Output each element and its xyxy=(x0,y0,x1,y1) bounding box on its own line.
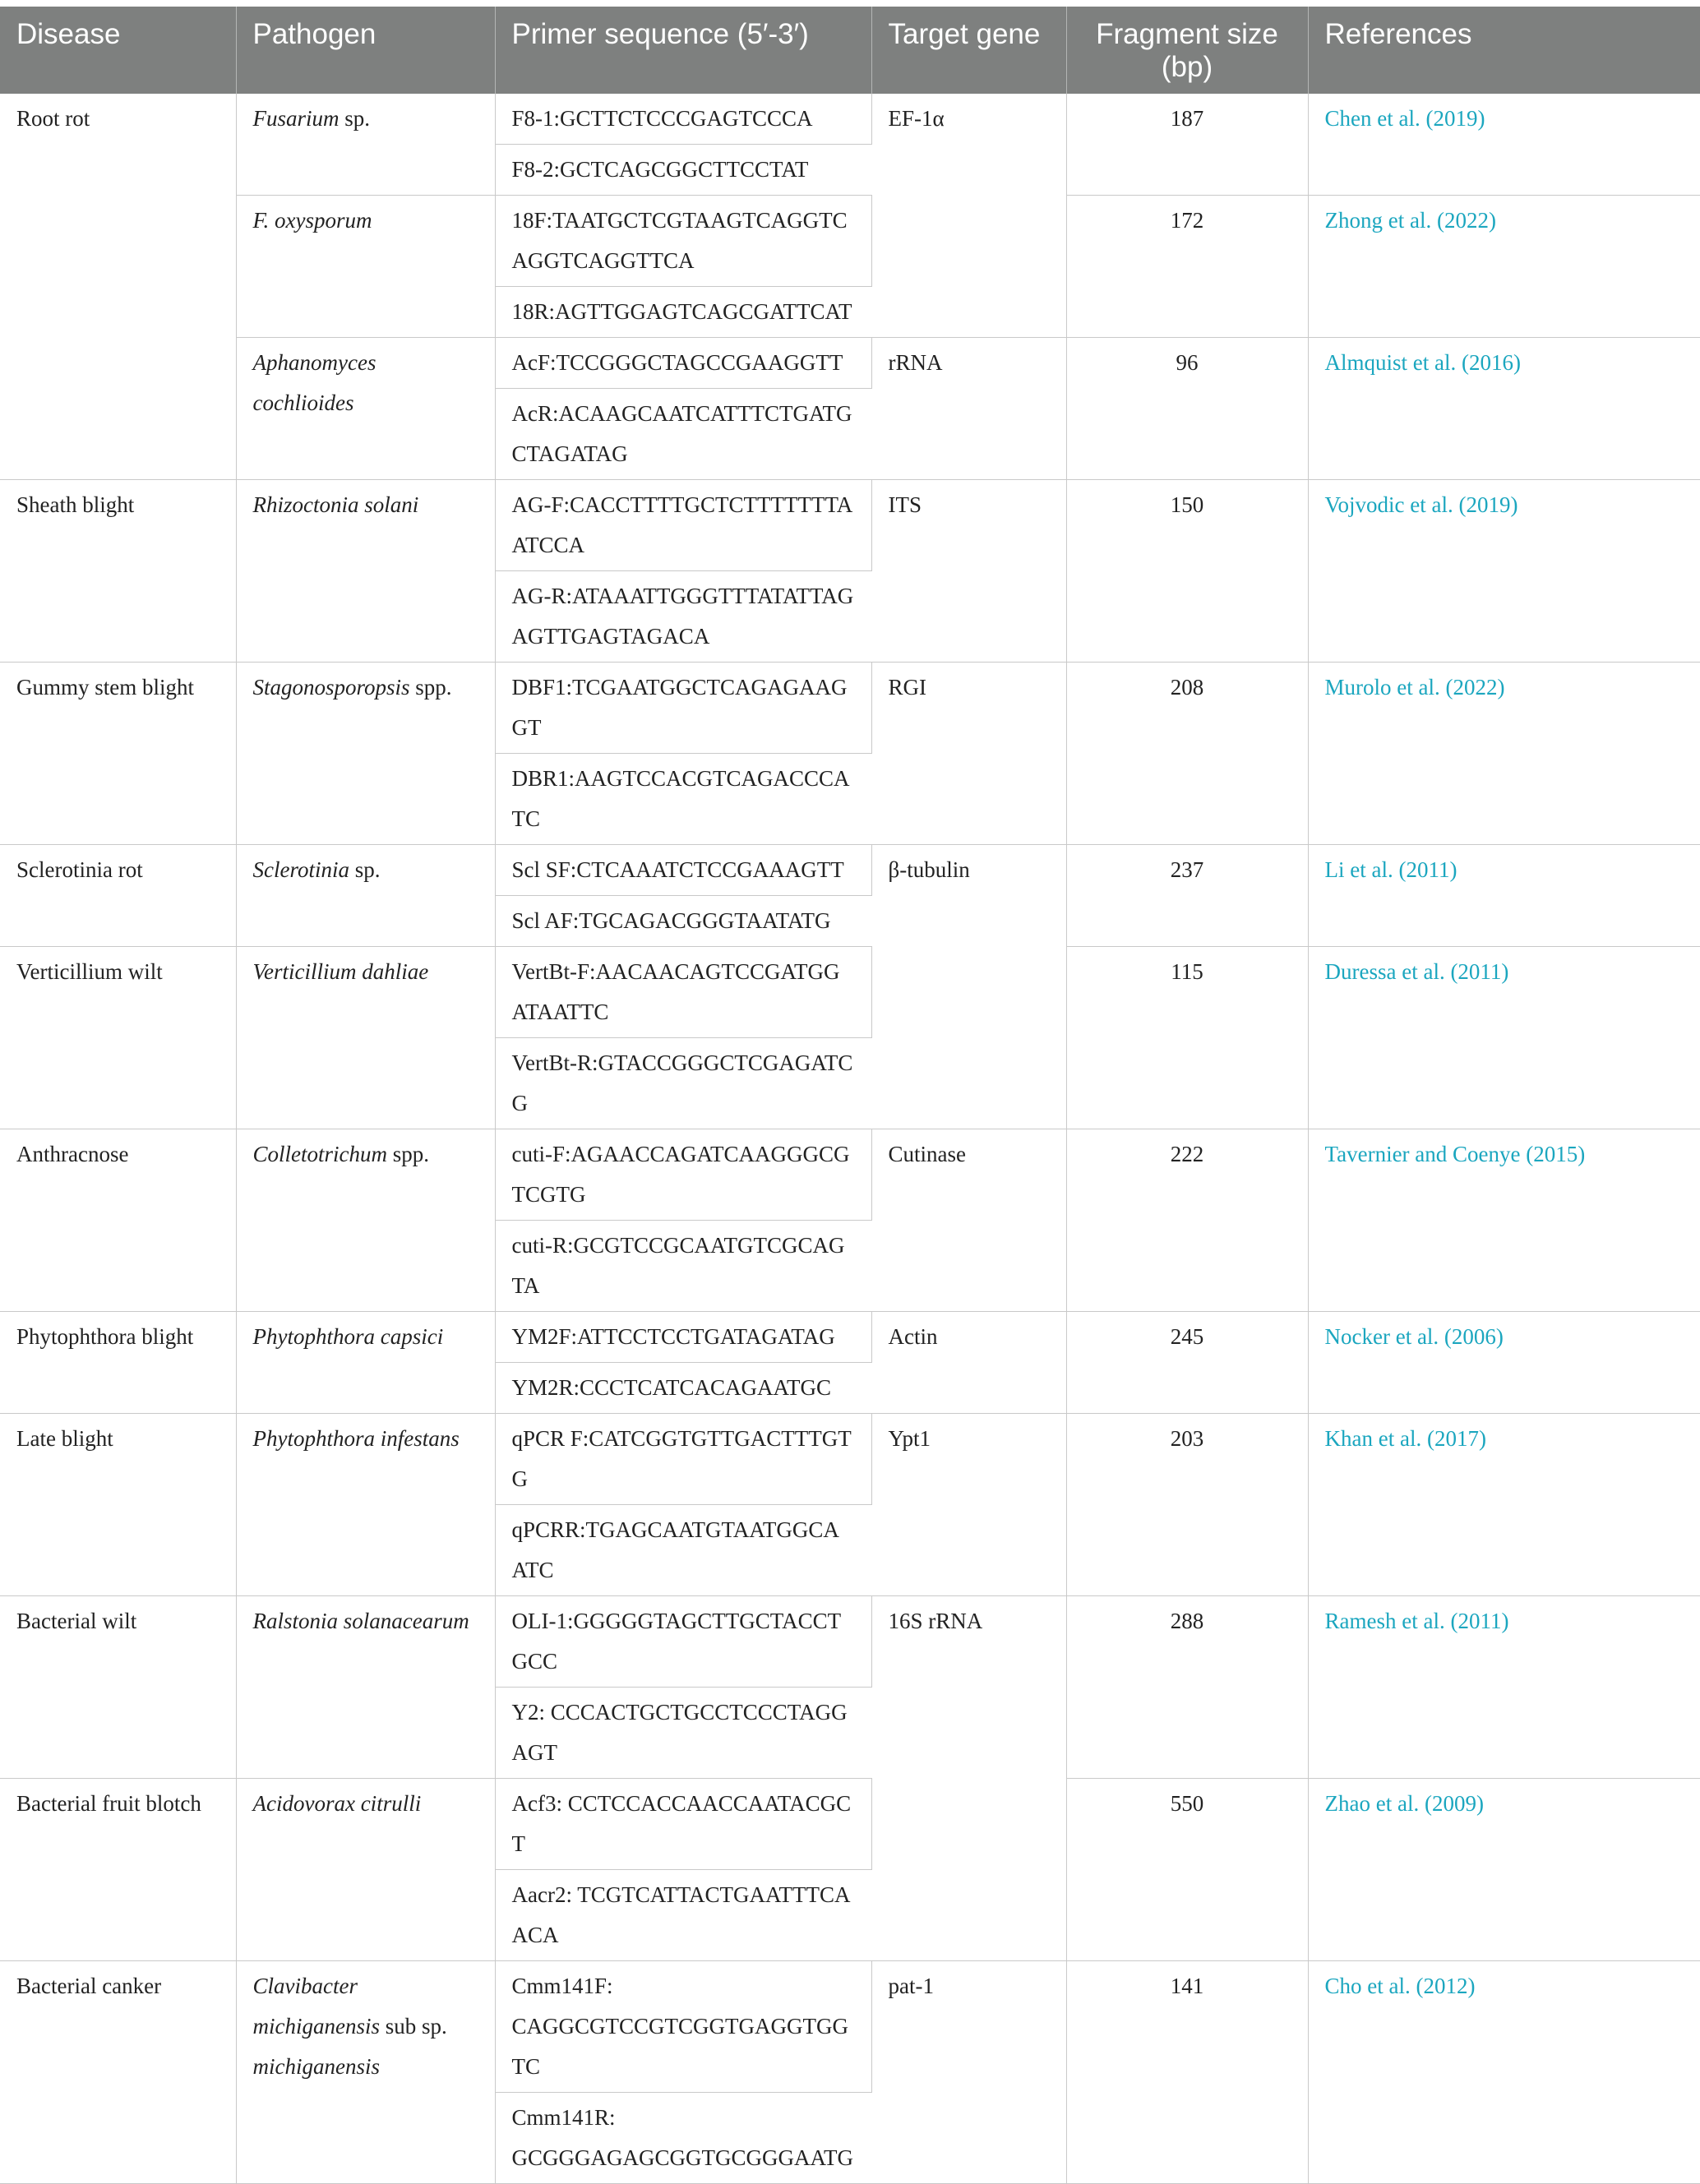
primer-forward: AcF:TCCGGGCTAGCCGAAGGTT xyxy=(495,338,871,389)
fragment-size-cell: 288 xyxy=(1066,1596,1308,1779)
target-gene-cell: β-tubulin xyxy=(871,845,1066,1129)
fragment-size-cell: 150 xyxy=(1066,480,1308,663)
target-gene-cell: Actin xyxy=(871,1312,1066,1414)
table-row xyxy=(0,480,1700,571)
reference-link[interactable]: Cho et al. (2012) xyxy=(1308,1961,1700,2184)
pathogen-cell: Phytophthora infestans xyxy=(236,1414,495,1596)
pathogen-cell: Stagonosporopsis spp. xyxy=(236,663,495,845)
target-gene-cell: rRNA xyxy=(871,338,1066,480)
reference-link[interactable]: Ramesh et al. (2011) xyxy=(1308,1596,1700,1779)
pathogen-cell: Verticillium dahliae xyxy=(236,947,495,1129)
primer-reverse: cuti-R:GCGTCCGCAATGTCGCAGTA xyxy=(495,1221,871,1312)
primer-reverse: VertBt-R:GTACCGGGCTCGAGATCG xyxy=(495,1038,871,1129)
reference-link[interactable]: Tavernier and Coenye (2015) xyxy=(1308,1129,1700,1312)
primer-forward: Cmm141F: CAGGCGTCCGTCGGTGAGGTGGTC xyxy=(495,1961,871,2093)
reference-link[interactable]: Li et al. (2011) xyxy=(1308,845,1700,947)
primer-reverse: qPCRR:TGAGCAATGTAATGGCAATC xyxy=(495,1505,871,1596)
primer-forward: Acf3: CCTCCACCAACCAATACGCT xyxy=(495,1779,871,1870)
table-row xyxy=(0,1961,1700,2093)
reference-link[interactable]: Duressa et al. (2011) xyxy=(1308,947,1700,1129)
target-gene-cell: Cutinase xyxy=(871,1129,1066,1312)
disease-cell: Sheath blight xyxy=(0,480,236,663)
fragment-size-cell: 208 xyxy=(1066,663,1308,845)
target-gene-cell: Ypt1 xyxy=(871,1414,1066,1596)
pathogen-cell: Colletotrichum spp. xyxy=(236,1129,495,1312)
reference-link[interactable]: Nocker et al. (2006) xyxy=(1308,1312,1700,1414)
target-gene-cell: RGI xyxy=(871,663,1066,845)
primer-reverse: Y2: CCCACTGCTGCCTCCCTAGGAGT xyxy=(495,1688,871,1779)
table-row xyxy=(0,845,1700,896)
pathogen-cell: Phytophthora capsici xyxy=(236,1312,495,1414)
table-row xyxy=(0,338,1700,389)
disease-cell: Phytophthora blight xyxy=(0,1312,236,1414)
disease-cell: Root rot xyxy=(0,94,236,480)
fragment-size-cell: 203 xyxy=(1066,1414,1308,1596)
disease-cell: Bacterial fruit blotch xyxy=(0,1779,236,1961)
primer-forward: 18F:TAATGCTCGTAAGTCAGGTCAGGTCAGGTTCA xyxy=(495,196,871,287)
fragment-size-cell: 115 xyxy=(1066,947,1308,1129)
table-row xyxy=(0,1312,1700,1363)
fragment-size-cell: 141 xyxy=(1066,1961,1308,2184)
table-row xyxy=(0,196,1700,287)
table-row xyxy=(0,1779,1700,1870)
table-row xyxy=(0,1414,1700,1505)
header-target-gene: Target gene xyxy=(871,7,1066,94)
table-row xyxy=(0,1596,1700,1688)
pathogen-cell: Sclerotinia sp. xyxy=(236,845,495,947)
fragment-size-cell: 172 xyxy=(1066,196,1308,338)
fragment-size-cell: 550 xyxy=(1066,1779,1308,1961)
disease-cell: Bacterial wilt xyxy=(0,1596,236,1779)
table-row xyxy=(0,663,1700,754)
target-gene-cell: ITS xyxy=(871,480,1066,663)
primer-reverse: Scl AF:TGCAGACGGGTAATATG xyxy=(495,896,871,947)
pathogen-cell: Acidovorax citrulli xyxy=(236,1779,495,1961)
header-row xyxy=(0,7,1700,94)
target-gene-cell: 16S rRNA xyxy=(871,1596,1066,1961)
disease-cell: Bacterial canker xyxy=(0,1961,236,2184)
primer-forward: OLI-1:GGGGGTAGCTTGCTACCTGCC xyxy=(495,1596,871,1688)
disease-cell: Late blight xyxy=(0,1414,236,1596)
pathogen-cell: Rhizoctonia solani xyxy=(236,480,495,663)
reference-link[interactable]: Almquist et al. (2016) xyxy=(1308,338,1700,480)
fragment-size-cell: 96 xyxy=(1066,338,1308,480)
primer-forward: DBF1:TCGAATGGCTCAGAGAAGGT xyxy=(495,663,871,754)
reference-link[interactable]: Zhong et al. (2022) xyxy=(1308,196,1700,338)
pathogen-cell: F. oxysporum xyxy=(236,196,495,338)
reference-link[interactable]: Zhao et al. (2009) xyxy=(1308,1779,1700,1961)
table-row xyxy=(0,1129,1700,1221)
header-primer: Primer sequence (5′-3′) xyxy=(495,7,871,94)
primer-forward: AG-F:CACCTTTTGCTCTTTTTTTAATCCA xyxy=(495,480,871,571)
primer-forward: qPCR F:CATCGGTGTTGACTTTGTG xyxy=(495,1414,871,1505)
disease-cell: Gummy stem blight xyxy=(0,663,236,845)
header-fragment-size: Fragment size (bp) xyxy=(1066,7,1308,94)
primer-reverse: Cmm141R: GCGGGAGAGCGGTGCGGGAATG xyxy=(495,2093,871,2184)
pathogen-cell: Aphanomyces cochlioides xyxy=(236,338,495,480)
pathogen-cell: Clavibacter michiganensis sub sp. michiganensis xyxy=(236,1961,495,2184)
primer-reverse: AcR:ACAAGCAATCATTTCTGATGCTAGATAG xyxy=(495,389,871,480)
fragment-size-cell: 187 xyxy=(1066,94,1308,196)
table-row xyxy=(0,947,1700,1038)
reference-link[interactable]: Murolo et al. (2022) xyxy=(1308,663,1700,845)
reference-link[interactable]: Chen et al. (2019) xyxy=(1308,94,1700,196)
primer-reverse: Aacr2: TCGTCATTACTGAATTTCAACA xyxy=(495,1870,871,1961)
fragment-size-cell: 245 xyxy=(1066,1312,1308,1414)
primer-forward: YM2F:ATTCCTCCTGATAGATAG xyxy=(495,1312,871,1363)
disease-cell: Sclerotinia rot xyxy=(0,845,236,947)
fragment-size-cell: 222 xyxy=(1066,1129,1308,1312)
primer-reverse: DBR1:AAGTCCACGTCAGACCCATC xyxy=(495,754,871,845)
primer-forward: cuti-F:AGAACCAGATCAAGGGCGTCGTG xyxy=(495,1129,871,1221)
primer-table xyxy=(0,7,1700,2184)
header-disease: Disease xyxy=(0,7,236,94)
primer-reverse: 18R:AGTTGGAGTCAGCGATTCAT xyxy=(495,287,871,338)
disease-cell: Anthracnose xyxy=(0,1129,236,1312)
target-gene-cell: pat-1 xyxy=(871,1961,1066,2184)
header-pathogen: Pathogen xyxy=(236,7,495,94)
primer-forward: VertBt-F:AACAACAGTCCGATGGATAATTC xyxy=(495,947,871,1038)
primer-reverse: AG-R:ATAAATTGGGTTTATATTAGAGTTGAGTAGACA xyxy=(495,571,871,663)
primer-reverse: F8-2:GCTCAGCGGCTTCCTAT xyxy=(495,145,871,196)
fragment-size-cell: 237 xyxy=(1066,845,1308,947)
reference-link[interactable]: Vojvodic et al. (2019) xyxy=(1308,480,1700,663)
pathogen-cell: Ralstonia solanacearum xyxy=(236,1596,495,1779)
table-row xyxy=(0,94,1700,145)
header-references: References xyxy=(1308,7,1700,94)
pathogen-cell: Fusarium sp. xyxy=(236,94,495,196)
reference-link[interactable]: Khan et al. (2017) xyxy=(1308,1414,1700,1596)
target-gene-cell: EF-1α xyxy=(871,94,1066,338)
primer-forward: F8-1:GCTTCTCCCGAGTCCCA xyxy=(495,94,871,145)
disease-cell: Verticillium wilt xyxy=(0,947,236,1129)
primer-reverse: YM2R:CCCTCATCACAGAATGC xyxy=(495,1363,871,1414)
primer-forward: Scl SF:CTCAAATCTCCGAAAGTT xyxy=(495,845,871,896)
